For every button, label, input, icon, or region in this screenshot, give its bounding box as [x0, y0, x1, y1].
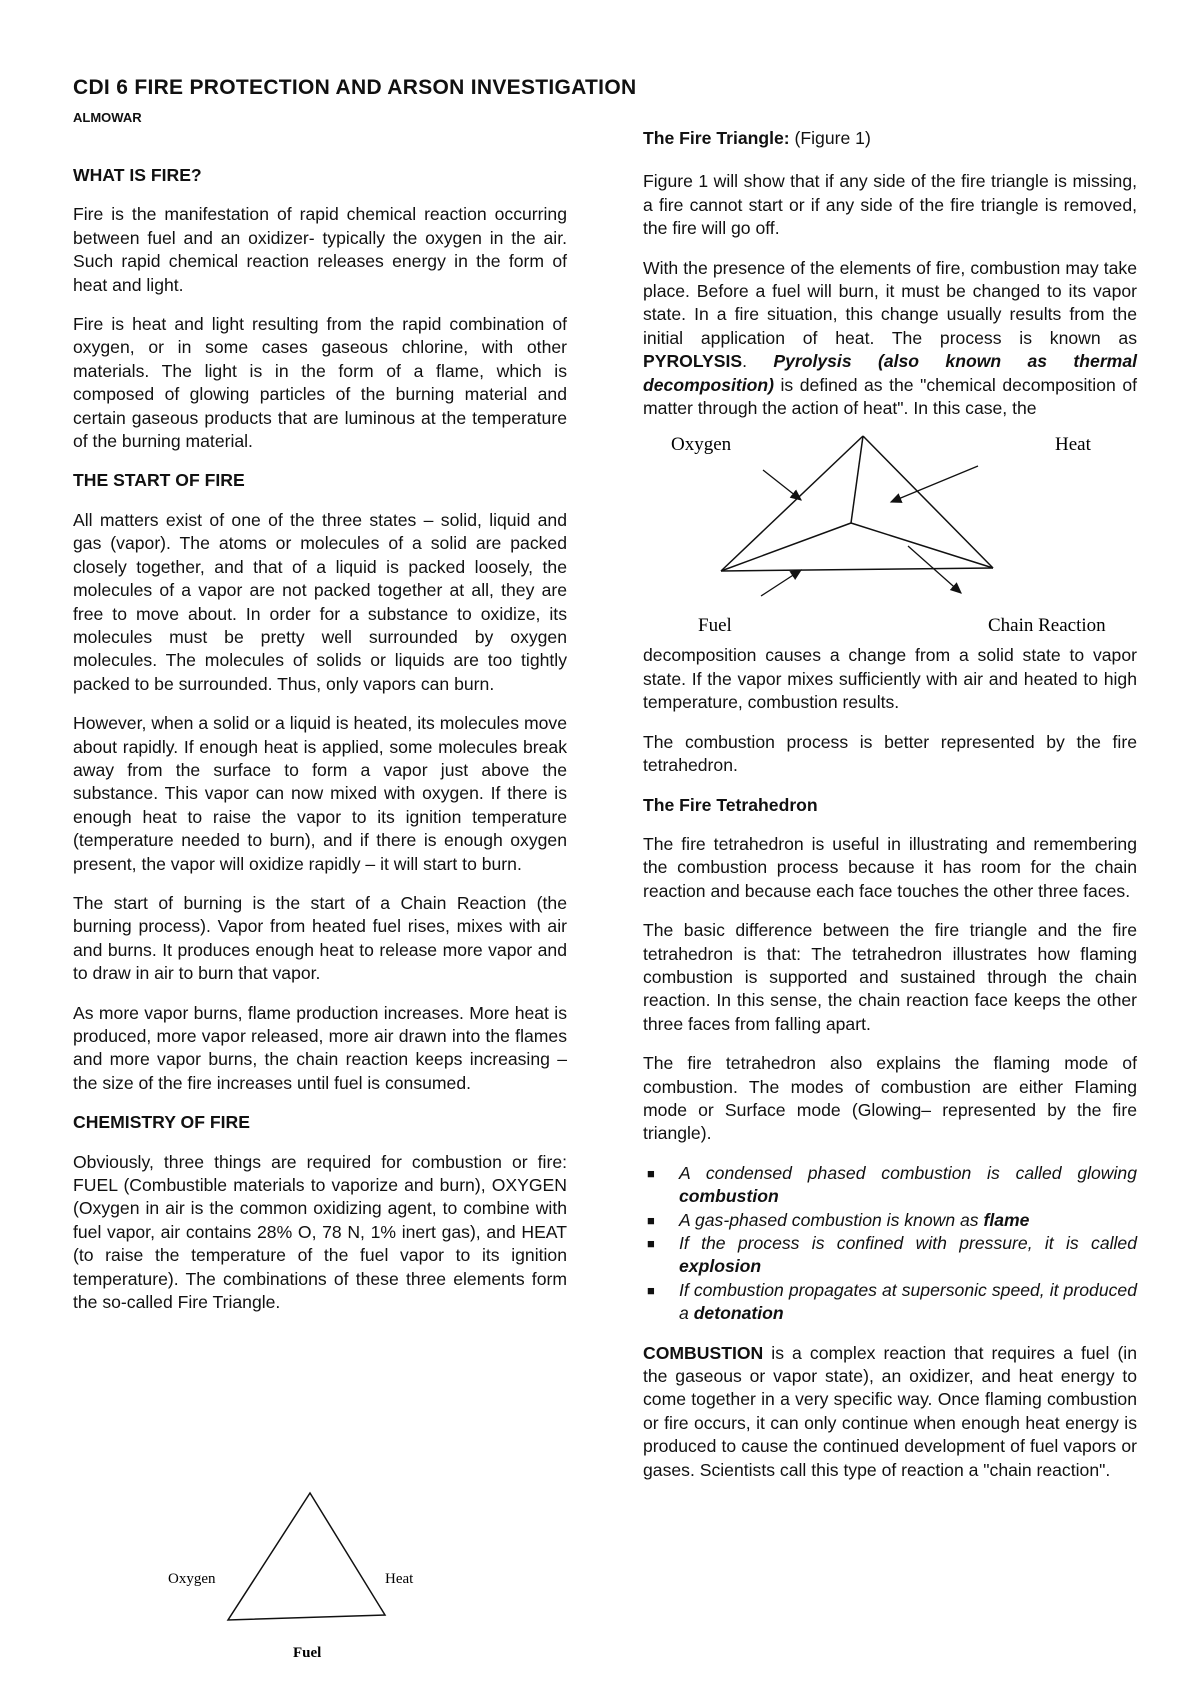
list-item: ■ A condensed phased combustion is called glowing combustion [647, 1162, 1137, 1207]
text: is a complex reaction that requires a fuel (in the gaseous or vapor state), an oxidizer, and heat energy to come together in a very specific way. Once flaming combustion or fire occurs, it can only continue when enough heat energy is produced to cause the continued development of fuel vapors or gases. Scientists call this type of reaction a "chain reaction". [643, 1342, 1137, 1480]
paragraph: The combustion process is better represented by the fire tetrahedron. [643, 731, 1137, 776]
paragraph: The fire tetrahedron also explains the flaming mode of combustion. The modes of combustion are either Flaming mode or Surface mode (Glowing– represented by the fire triangle). [643, 1053, 1137, 1144]
heading-what-is-fire: WHAT IS FIRE? [73, 165, 202, 185]
combustion-modes-list [643, 1162, 1137, 1326]
tetra-edge [863, 436, 993, 568]
paragraph: The start of burning is the start of a Chain Reaction (the burning process). Vapor from heated fuel rises, mixes with air and burns. It produces enough heat to release more vapor and to draw in air to burn that vapor. [73, 892, 567, 984]
bullet-icon: ■ [647, 1165, 655, 1181]
arrow-heat [891, 466, 978, 502]
paragraph: The basic difference between the fire triangle and the fire tetrahedron is that: The tetrahedron illustrates how flaming combustion is supported and sustained through the chain reaction. In this sense, the chain reaction face keeps the other three faces from falling apart. [643, 920, 1137, 1034]
tetra-edge [851, 436, 863, 523]
heading-chemistry-of-fire: CHEMISTRY OF FIRE [73, 1112, 250, 1133]
tetra-edge [721, 568, 993, 571]
paragraph: However, when a solid or a liquid is heated, its molecules move about rapidly. If enough heat is applied, some molecules break away from the surface to form a vapor just above the substance. This vapor can now mixed with oxygen. If there is enough heat to raise the vapor to its ignition temperature (temperature needed to burn), and if there is enough oxygen present, the vapor will oxidize rapidly – it will start to burn. [73, 713, 567, 874]
document-title: CDI 6 FIRE PROTECTION AND ARSON INVESTIGATION [73, 76, 637, 99]
tetra-label-oxygen: Oxygen [671, 434, 732, 456]
triangle-label-oxygen: Oxygen [168, 1571, 216, 1587]
paragraph: All matters exist of one of the three states – solid, liquid and gas (vapor). The atoms or molecules of a solid are packed closely together, and that of a liquid is packed loosely, the molecules of a vapor are not packed together at all, they are free to move about. In order for a substance to oxidize, its molecules must be pretty well surrounded by oxygen molecules. The molecules of solids or liquids are too tightly packed to be surrounded. Thus, only vapors can burn. [73, 509, 567, 694]
heading-fire-tetrahedron: The Fire Tetrahedron [643, 794, 818, 815]
left-column [73, 164, 567, 1330]
figure-ref: (Figure 1) [794, 128, 871, 148]
list-item: ■ If combustion propagates at supersonic speed, it produced a detonation [647, 1279, 1137, 1324]
triangle-label-fuel: Fuel [293, 1645, 322, 1661]
figure-heading [643, 127, 1137, 150]
tetra-label-fuel: Fuel [698, 615, 732, 637]
bullet-icon: ■ [647, 1212, 655, 1228]
right-column [643, 127, 1137, 1498]
tetra-edge [721, 523, 851, 571]
paragraph: As more vapor burns, flame production increases. More heat is produced, more vapor released, more air drawn into the flames and more vapor burns, the chain reaction keeps increasing – the size of the fire increases until fuel is consumed. [73, 1002, 567, 1093]
combustion-term: COMBUSTION [643, 1342, 764, 1363]
fire-triangle-figure [160, 1485, 460, 1685]
bullet-icon: ■ [647, 1282, 655, 1298]
bullet-icon: ■ [647, 1236, 655, 1251]
text: is defined as the "chemical decomposition of matter through the action of heat". In this case, the [643, 374, 1137, 419]
paragraph: decomposition causes a change from a solid state to vapor state. If the vapor mixes sufficiently with air and heated to high temperature, combustion results. [643, 645, 1137, 713]
list-item: ■ A gas-phased combustion is known as flame [643, 1209, 1137, 1232]
paragraph: Figure 1 will show that if any side of the fire triangle is missing, a fire cannot start or if any side of the fire triangle is removed, the fire will go off. [643, 171, 1137, 239]
triangle-shape [228, 1493, 385, 1620]
fire-triangle-heading: The Fire Triangle: [643, 128, 790, 148]
paragraph-pyrolysis [643, 257, 1137, 421]
paragraph: Fire is the manifestation of rapid chemical reaction occurring between fuel and an oxidizer- typically the oxygen in the air. Such rapid chemical reaction releases energy in the form of heat and light. [73, 204, 567, 295]
text: . [742, 351, 774, 372]
heading-start-of-fire: THE START OF FIRE [73, 470, 245, 491]
arrow-oxygen [763, 470, 801, 500]
paragraph-combustion [643, 1342, 1137, 1482]
paragraph: Fire is heat and light resulting from the rapid combination of oxygen, or in some cases gaseous chlorine, with other materials. The light is in the form of a flame, which is composed of glowing particles of the burning material and certain gaseous products that are luminous at the temperature of the burning material. [73, 314, 567, 452]
paragraph: The fire tetrahedron is useful in illustrating and remembering the combustion process because it has room for the chain reaction and because each face touches the other three faces. [643, 833, 1137, 901]
pyrolysis-term: PYROLYSIS [643, 351, 743, 372]
text: With the presence of the elements of fire, combustion may take place. Before a fuel will burn, it must be changed to its vapor state. In a fire situation, this change usually results from the initial application of heat. The process is known as [643, 257, 1137, 348]
arrow-fuel [761, 570, 801, 596]
fire-tetrahedron-figure [643, 428, 1137, 638]
document-author: ALMOWAR [73, 110, 142, 125]
pyrolysis-definition: Pyrolysis (also known as thermal decomposition) [643, 351, 1137, 395]
tetra-edge [721, 436, 863, 571]
triangle-label-heat: Heat [385, 1571, 414, 1587]
tetra-label-chain-reaction: Chain Reaction [988, 615, 1106, 637]
list-item: ■ If the process is confined with pressure, it is called explosion [647, 1233, 1137, 1277]
paragraph: Obviously, three things are required for combustion or fire: FUEL (Combustible materials to vaporize and burn), OXYGEN (Oxygen in air is the common oxidizing agent, to combine with fuel vapor, air contains 28% O, 78 N, 1% inert gas), and HEAT (to raise the temperature of the fuel vapor to its ignition temperature). The combinations of these three elements form the so-called Fire Triangle. [73, 1151, 567, 1313]
tetra-label-heat: Heat [1055, 434, 1091, 456]
